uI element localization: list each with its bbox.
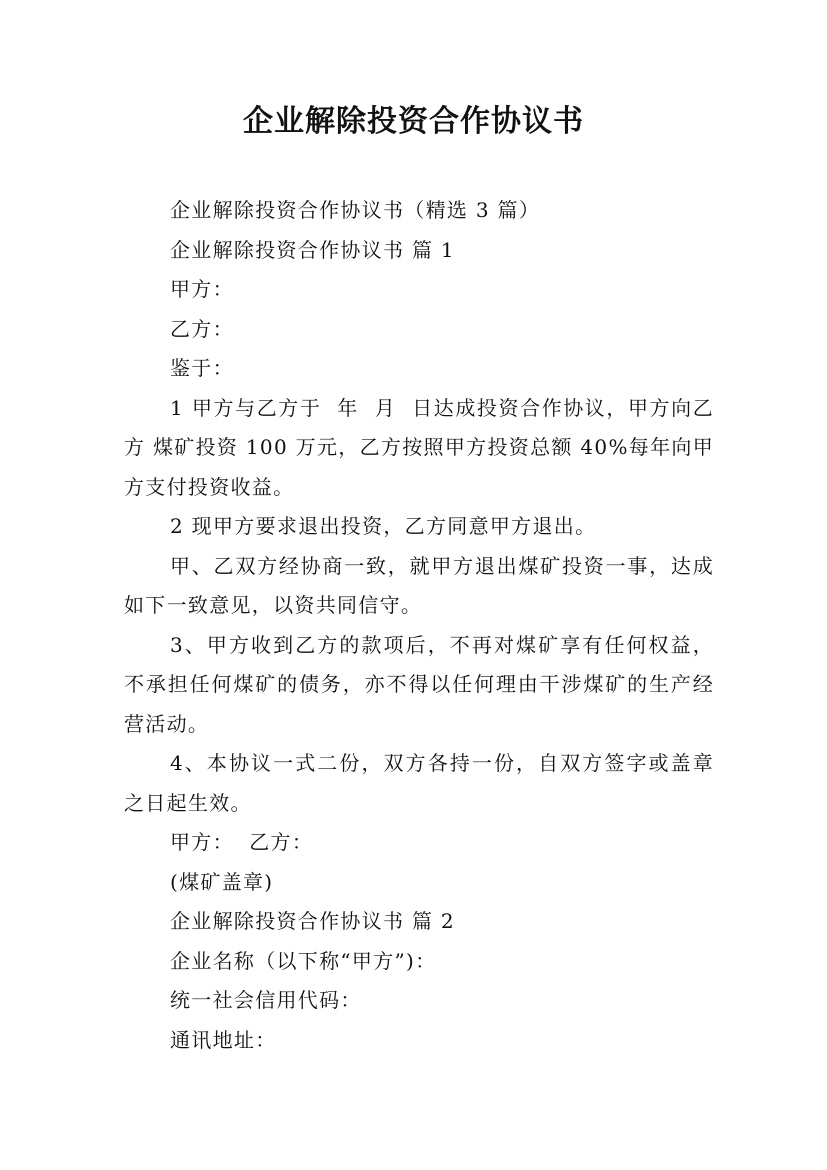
credit-code-field: 统一社会信用代码：: [170, 988, 362, 1012]
whereas-label: 鉴于：: [170, 356, 234, 380]
section-heading-1: 企业解除投资合作协议书 篇 1: [170, 237, 455, 262]
party-a-label: 甲方：: [170, 277, 234, 301]
party-b-label: 乙方：: [170, 316, 234, 341]
paragraph-intro: 企业解除投资合作协议书（精选 3 篇）: [170, 198, 541, 222]
clause-2: 2 现甲方要求退出投资，乙方同意甲方退出。: [170, 514, 597, 538]
company-name-field: 企业名称（以下称“甲方”)：: [170, 948, 437, 973]
agreement-statement: 甲、乙双方经协商一致，就甲方退出煤矿投资一事，达成如下一致意见，以资共同信守。: [124, 553, 714, 617]
document-body: [124, 191, 714, 1060]
clause-1: 1 甲方与乙方于 年 月 日达成投资合作协议，甲方向乙方 煤矿投资 100 万元，乙方按照甲方投资总额 40%每年向甲方支付投资收益。: [124, 395, 714, 499]
clause-3: 3、甲方收到乙方的款项后，不再对煤矿享有任何权益，不承担任何煤矿的债务，亦不得以任何理由干涉煤矿的生产经营活动。: [124, 632, 714, 736]
document-title: 企业解除投资合作协议书: [243, 104, 584, 139]
section-heading-2: 企业解除投资合作协议书 篇 2: [170, 909, 455, 933]
seal-note: (煤矿盖章): [170, 869, 274, 894]
signature-line: 甲方： 乙方：: [170, 830, 314, 854]
clause-4: 4、本协议一式二份，双方各持一份，自双方签字或盖章之日起生效。: [124, 751, 714, 815]
address-field: 通讯地址：: [170, 1027, 277, 1052]
